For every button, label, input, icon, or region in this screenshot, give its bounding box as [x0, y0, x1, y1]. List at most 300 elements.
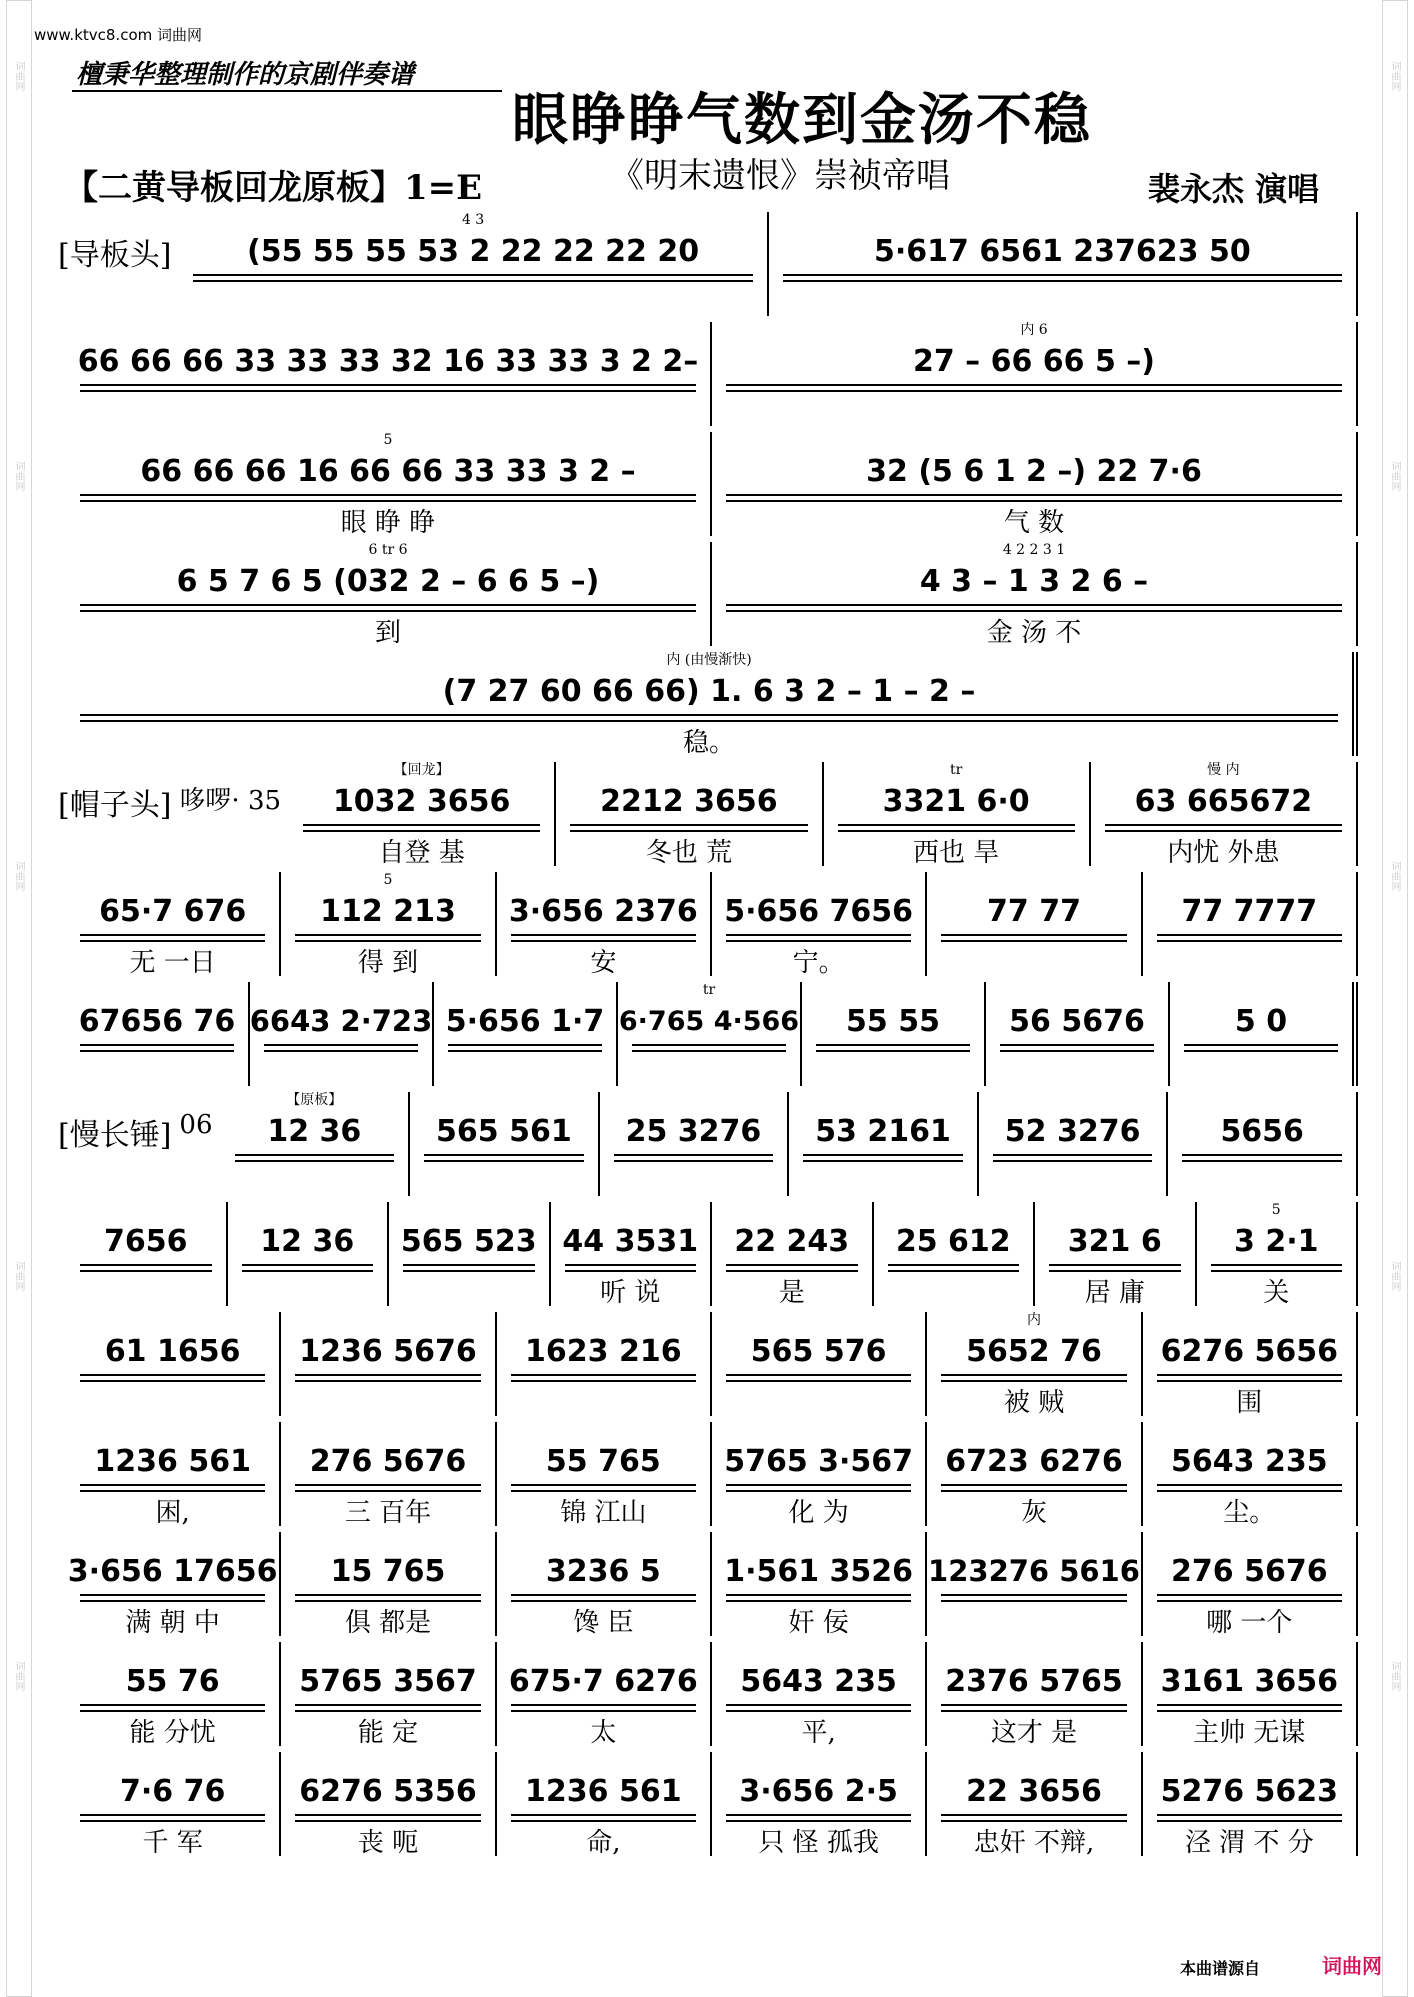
- ornament-mark: [281, 1532, 494, 1548]
- ornament-mark: tr: [949, 762, 963, 778]
- measure: [986, 982, 1170, 1086]
- lyric-text: [712, 392, 1356, 426]
- score-line: [58, 1422, 1358, 1532]
- measure: [1168, 1092, 1358, 1196]
- lyric-text: 太: [590, 1718, 617, 1748]
- jianpu-notes: 5·656 1·7: [445, 1003, 605, 1039]
- jianpu-notes: 27 – 66 66 5 –): [912, 343, 1156, 379]
- measure: [927, 1422, 1142, 1526]
- ornament-mark: [1143, 1532, 1356, 1548]
- beam-underline: [80, 714, 1338, 722]
- lyric-text: 是: [778, 1278, 805, 1308]
- beam-underline: [726, 1264, 858, 1272]
- jianpu-notes: 123276 5616: [928, 1554, 1140, 1588]
- measure: [712, 432, 1358, 536]
- measure: [712, 1202, 874, 1306]
- measure: [228, 1202, 390, 1306]
- jianpu-notes: 22 3656: [966, 1773, 1102, 1809]
- jianpu-notes: 15 765: [330, 1553, 446, 1589]
- measure: [1143, 1532, 1358, 1636]
- beam-underline: [941, 1704, 1126, 1712]
- ornament-mark: [66, 1642, 279, 1658]
- beam-underline: [424, 1154, 584, 1162]
- lyric-text: [389, 1272, 549, 1306]
- beam-underline: [565, 1264, 697, 1272]
- measure: [927, 1752, 1142, 1856]
- lyric-text: [874, 1272, 1034, 1306]
- lyric-text: 奸 佞: [788, 1608, 849, 1638]
- score-line: [58, 1312, 1358, 1422]
- measure: [66, 322, 712, 426]
- beam-underline: [941, 1374, 1126, 1382]
- measure: [497, 1752, 712, 1856]
- beam-underline: [235, 1154, 395, 1162]
- measure: [281, 1312, 496, 1416]
- lyric-text: [66, 392, 710, 426]
- beam-underline: [726, 1814, 911, 1822]
- beam-underline: [80, 1484, 265, 1492]
- beam-underline: [511, 1704, 696, 1712]
- beam-underline: [511, 934, 696, 942]
- measure: [712, 542, 1358, 646]
- lyric-text: 尘。: [1223, 1498, 1276, 1528]
- lyric-text: 能 定: [357, 1718, 419, 1748]
- measure: [874, 1202, 1036, 1306]
- lyric-text: [1168, 1162, 1356, 1196]
- beam-underline: [511, 1374, 696, 1382]
- jianpu-notes: 66 66 66 33 33 33 32 16 33 33 3 2 2–: [77, 343, 699, 379]
- lyric-text: [802, 1052, 984, 1086]
- lyric-text: 满 朝 中: [125, 1608, 220, 1638]
- side-watermark: 词曲网: [1389, 461, 1400, 491]
- measure: [66, 872, 281, 976]
- jianpu-notes: 12 36: [260, 1223, 355, 1259]
- lyric-text: 困,: [155, 1498, 190, 1528]
- side-watermark: 词曲网: [1389, 61, 1400, 91]
- beam-underline: [614, 1154, 774, 1162]
- measure: [497, 872, 712, 976]
- ornament-mark: [979, 1092, 1167, 1108]
- ornament-mark: [1143, 1642, 1356, 1658]
- score-title: 眼睁睁气数到金汤不稳: [512, 87, 1092, 153]
- ornament-mark: [389, 1202, 549, 1218]
- lyric-text: 气 数: [1003, 508, 1065, 538]
- ornament-mark: 4 2 2 3 1: [1002, 542, 1066, 558]
- jianpu-notes: 1236 561: [94, 1443, 251, 1479]
- score-line: [58, 322, 1358, 432]
- ornament-mark: [1170, 982, 1352, 998]
- beam-underline: [80, 604, 696, 612]
- jianpu-notes: 3236 5: [545, 1553, 661, 1589]
- ornament-mark: [712, 872, 925, 888]
- ornament-mark: [927, 1532, 1140, 1548]
- ornament-mark: 慢 内: [1207, 762, 1240, 778]
- beam-underline: [295, 1374, 480, 1382]
- jianpu-notes: 32 (5 6 1 2 –) 22 7·6: [866, 453, 1202, 489]
- ornament-mark: [66, 872, 279, 888]
- jianpu-notes: 5656: [1220, 1113, 1304, 1149]
- measure: [712, 1312, 927, 1416]
- beam-underline: [80, 1814, 265, 1822]
- lyric-text: 内忧 外患: [1167, 838, 1280, 868]
- beam-underline: [303, 824, 540, 832]
- jianpu-notes: 675·7 6276: [508, 1663, 698, 1699]
- ornament-mark: [712, 1422, 925, 1438]
- lyric-text: 稳。: [682, 728, 735, 758]
- lyric-text: [979, 1162, 1167, 1196]
- score-line: [58, 1092, 1358, 1202]
- ornament-mark: [769, 212, 1356, 228]
- measure: [179, 212, 768, 316]
- jianpu-notes: 4 3 – 1 3 2 6 –: [919, 563, 1149, 599]
- beam-underline: [726, 1374, 911, 1382]
- ornament-mark: 【回龙】: [393, 762, 450, 778]
- jianpu-notes: 112 213: [320, 893, 456, 929]
- measure: [289, 762, 556, 866]
- ornament-mark: [410, 1092, 598, 1108]
- lyric-text: 只 怪 孤我: [758, 1828, 879, 1858]
- jianpu-notes: 3 2·1: [1234, 1223, 1319, 1259]
- score-line: [58, 432, 1358, 542]
- ornament-mark: [986, 982, 1168, 998]
- lyric-text: 得 到: [357, 948, 419, 978]
- lyric-text: [600, 1162, 788, 1196]
- beam-underline: [295, 1704, 480, 1712]
- beam-underline: [80, 1044, 234, 1052]
- measure: [389, 1202, 551, 1306]
- measure: [497, 1312, 712, 1416]
- ornament-mark: 6 tr 6: [368, 542, 408, 558]
- beam-underline: [1157, 1704, 1342, 1712]
- key-signature: 【二黄导板回龙原板】1=E: [64, 168, 483, 208]
- beam-underline: [1049, 1264, 1181, 1272]
- ornament-mark: 内: [1026, 1312, 1041, 1328]
- jianpu-notes: 52 3276: [1004, 1113, 1141, 1149]
- jianpu-notes: 77 77: [987, 893, 1081, 929]
- lyric-text: [712, 1382, 925, 1416]
- footer-site-logo: 词曲网: [1322, 1954, 1382, 1978]
- lyric-text: 主帅 无谋: [1193, 1718, 1306, 1748]
- section-label: [慢长锤]: [58, 1118, 172, 1153]
- jianpu-notes: 53 2161: [815, 1113, 951, 1149]
- beam-underline: [295, 934, 480, 942]
- jianpu-notes: 6276 5356: [299, 1773, 477, 1809]
- jianpu-notes: 276 5676: [309, 1443, 467, 1479]
- jianpu-notes: 67656 76: [78, 1003, 236, 1039]
- side-watermark: 词曲网: [13, 1261, 24, 1291]
- measure: [66, 982, 250, 1086]
- lyric-text: [769, 282, 1356, 316]
- beam-underline: [511, 1594, 696, 1602]
- jianpu-notes: 3·656 2376: [508, 893, 698, 929]
- measure: [712, 1642, 927, 1746]
- ornament-mark: [1143, 1312, 1356, 1328]
- lyric-text: 宁。: [792, 948, 845, 978]
- jianpu-notes: 55 55: [846, 1003, 940, 1039]
- measure: [66, 1312, 281, 1416]
- jianpu-notes: 276 5676: [1171, 1553, 1328, 1589]
- ornament-mark: [802, 982, 984, 998]
- side-watermark: 词曲网: [1389, 1261, 1400, 1291]
- lyric-text: [179, 282, 766, 316]
- right-margin-strip: [1382, 0, 1408, 1997]
- score-line: [58, 212, 1358, 322]
- lyric-text: 能 分忧: [129, 1718, 216, 1748]
- jianpu-notes: 6 5 7 6 5 (032 2 – 6 6 5 –): [176, 563, 600, 599]
- left-margin-strip: [6, 0, 32, 1997]
- measure: [281, 872, 496, 976]
- beam-underline: [264, 1044, 418, 1052]
- beam-underline: [941, 934, 1126, 942]
- ornament-mark: [1143, 1422, 1356, 1438]
- measure: [66, 542, 712, 646]
- jianpu-notes: 25 612: [895, 1223, 1011, 1259]
- lyric-text: [434, 1052, 616, 1086]
- ornament-mark: [712, 432, 1356, 448]
- beam-underline: [403, 1264, 535, 1272]
- measure: [66, 1752, 281, 1856]
- measure: [66, 652, 1358, 756]
- jianpu-notes: 66 66 66 16 66 66 33 33 3 2 –: [140, 453, 636, 489]
- ornament-mark: 4 3: [461, 212, 485, 228]
- lyric-text: 馋 臣: [573, 1608, 634, 1638]
- side-watermark: 词曲网: [13, 1661, 24, 1691]
- measure: [927, 872, 1142, 976]
- measure: [497, 1642, 712, 1746]
- beam-underline: [80, 934, 265, 942]
- jianpu-notes: 44 3531: [562, 1223, 699, 1259]
- jianpu-notes: 5765 3567: [299, 1663, 477, 1699]
- ornament-mark: [66, 982, 248, 998]
- jianpu-notes: (55 55 55 53 2 22 22 22 20: [247, 233, 700, 269]
- measure: [281, 1532, 496, 1636]
- jianpu-notes: 5643 235: [740, 1663, 897, 1699]
- jianpu-notes: 3·656 17656: [67, 1553, 278, 1589]
- measure: [600, 1092, 790, 1196]
- ornament-mark: [497, 1422, 710, 1438]
- measure: [281, 1752, 496, 1856]
- beam-underline: [295, 1594, 480, 1602]
- ornament-mark: [66, 1752, 279, 1768]
- beam-underline: [80, 494, 696, 502]
- ornament-mark: 内 6: [1020, 322, 1048, 338]
- lyric-text: 哪 一个: [1206, 1608, 1293, 1638]
- beam-underline: [888, 1264, 1020, 1272]
- ornament-mark: [66, 1202, 226, 1218]
- jianpu-notes: 2376 5765: [945, 1663, 1123, 1699]
- lyric-text: [927, 942, 1140, 976]
- beam-underline: [1182, 1154, 1342, 1162]
- jianpu-notes: 3321 6·0: [882, 783, 1030, 819]
- beam-underline: [1184, 1044, 1338, 1052]
- ornament-mark: [497, 1642, 710, 1658]
- lyric-text: 泾 渭 不 分: [1184, 1828, 1314, 1858]
- measure: [1143, 872, 1358, 976]
- beam-underline: [1157, 1374, 1342, 1382]
- beam-underline: [80, 384, 696, 392]
- beam-underline: [941, 1594, 1126, 1602]
- measure: [712, 1422, 927, 1526]
- measure: [802, 982, 986, 1086]
- singer-credit: 裴永杰 演唱: [1148, 170, 1320, 208]
- side-watermark: 词曲网: [1389, 861, 1400, 891]
- ornament-mark: tr: [702, 982, 716, 998]
- jianpu-notes: 3·656 2·5: [739, 1773, 898, 1809]
- beam-underline: [993, 1154, 1153, 1162]
- score-line: [58, 1752, 1358, 1862]
- ornament-mark: 内 (由慢渐快): [666, 652, 752, 668]
- lyric-text: 安: [590, 948, 617, 978]
- beam-underline: [1157, 1594, 1342, 1602]
- lyric-text: [66, 1052, 248, 1086]
- section-label: [帽子头]: [58, 788, 172, 823]
- measure: [66, 1642, 281, 1746]
- ornament-mark: [66, 1422, 279, 1438]
- lyric-text: 金 汤 不: [986, 618, 1082, 648]
- pickup-notes: 06: [179, 1110, 213, 1140]
- beam-underline: [632, 1044, 786, 1052]
- jianpu-notes: 565 561: [436, 1113, 572, 1149]
- side-watermark: 词曲网: [13, 61, 24, 91]
- lyric-text: 围: [1236, 1388, 1263, 1418]
- lyric-text: 三 百年: [344, 1498, 432, 1528]
- measure: [712, 1752, 927, 1856]
- footer-source: 本曲谱源自: [1180, 1959, 1261, 1978]
- lyric-text: 这才 是: [990, 1718, 1078, 1748]
- lyric-text: [618, 1052, 800, 1086]
- jianpu-notes: 77 7777: [1181, 893, 1318, 929]
- jianpu-notes: 7·6 76: [119, 1773, 226, 1809]
- beam-underline: [511, 1814, 696, 1822]
- measure: [1143, 1312, 1358, 1416]
- jianpu-notes: 7656: [104, 1223, 188, 1259]
- ornament-mark: [712, 1642, 925, 1658]
- lyric-text: 听 说: [600, 1278, 661, 1308]
- ornament-mark: [497, 1752, 710, 1768]
- side-watermark: 词曲网: [13, 461, 24, 491]
- lyric-text: 被 贼: [1003, 1388, 1065, 1418]
- measure: [1170, 982, 1358, 1086]
- score-line: [58, 872, 1358, 982]
- ornament-mark: [434, 982, 616, 998]
- measure: [497, 1422, 712, 1526]
- ornament-mark: [281, 1752, 494, 1768]
- pickup-notes: 哆啰· 35: [179, 786, 282, 816]
- lyric-text: 西也 旱: [913, 838, 1000, 868]
- lyric-text: 锦 江山: [560, 1498, 647, 1528]
- jianpu-notes: 1236 561: [525, 1773, 682, 1809]
- beam-underline: [570, 824, 807, 832]
- ornament-mark: [556, 762, 821, 778]
- ornament-mark: 5: [383, 872, 393, 888]
- lyric-text: 化 为: [788, 1498, 849, 1528]
- ornament-mark: [712, 1312, 925, 1328]
- ornament-mark: [1168, 1092, 1356, 1108]
- beam-underline: [941, 1814, 1126, 1822]
- lyric-text: 无 一日: [129, 948, 216, 978]
- beam-underline: [783, 274, 1342, 282]
- score-line: [58, 652, 1358, 762]
- lyric-text: [281, 1382, 494, 1416]
- ornament-mark: [551, 1202, 711, 1218]
- ornament-mark: [927, 1752, 1140, 1768]
- beam-underline: [1157, 934, 1342, 942]
- jianpu-notes: 565 576: [750, 1333, 887, 1369]
- ornament-mark: [497, 1532, 710, 1548]
- beam-underline: [80, 1704, 265, 1712]
- lyric-text: [66, 1272, 226, 1306]
- jianpu-notes: 565 523: [400, 1223, 537, 1259]
- measure: [824, 762, 1091, 866]
- ornament-mark: [712, 1202, 872, 1218]
- measure: [712, 872, 927, 976]
- lyric-text: 自登 基: [378, 838, 465, 868]
- ornament-mark: [281, 1642, 494, 1658]
- beam-underline: [726, 1484, 911, 1492]
- ornament-mark: [927, 1642, 1140, 1658]
- lyric-text: [66, 1382, 279, 1416]
- beam-underline: [726, 934, 911, 942]
- measure: [712, 322, 1358, 426]
- lyric-text: 灰: [1020, 1498, 1047, 1528]
- score-line: [58, 1532, 1358, 1642]
- editor-credit: 檀秉华整理制作的京剧伴奏谱: [76, 60, 415, 90]
- jianpu-notes: 1623 216: [525, 1333, 682, 1369]
- beam-underline: [803, 1154, 963, 1162]
- beam-underline: [726, 1704, 911, 1712]
- jianpu-notes: 55 765: [545, 1443, 661, 1479]
- jianpu-notes: 6643 2·723: [249, 1004, 433, 1038]
- measure: [497, 1532, 712, 1636]
- score-line: [58, 762, 1358, 872]
- jianpu-notes: 56 5676: [1009, 1003, 1145, 1039]
- jianpu-notes: (7 27 60 66 66) 1. 6 3 2 – 1 – 2 –: [442, 673, 976, 709]
- jianpu-notes: 1·561 3526: [724, 1553, 914, 1589]
- measure: [1143, 1642, 1358, 1746]
- beam-underline: [448, 1044, 602, 1052]
- jianpu-notes: 321 6: [1067, 1223, 1162, 1259]
- ornament-mark: [497, 1312, 710, 1328]
- measure: [556, 762, 823, 866]
- ornament-mark: [712, 1532, 925, 1548]
- ornament-mark: [874, 1202, 1034, 1218]
- measure: [927, 1532, 1142, 1636]
- measure: [66, 1532, 281, 1636]
- beam-underline: [193, 274, 752, 282]
- side-watermark: 词曲网: [1389, 1661, 1400, 1691]
- jianpu-notes: 55 76: [125, 1663, 220, 1699]
- jianpu-notes: 12 36: [267, 1113, 362, 1149]
- jianpu-notes: 6723 6276: [945, 1443, 1123, 1479]
- lyric-text: [1143, 942, 1356, 976]
- measure: [769, 212, 1358, 316]
- jianpu-notes: 6·765 4·566: [618, 1005, 800, 1037]
- measure: [1035, 1202, 1197, 1306]
- beam-underline: [838, 824, 1075, 832]
- beam-underline: [726, 1594, 911, 1602]
- beam-underline: [1211, 1264, 1343, 1272]
- jianpu-notes: 5765 3·567: [724, 1443, 914, 1479]
- measure: [66, 1422, 281, 1526]
- jianpu-notes: 65·7 676: [99, 893, 247, 929]
- jianpu-notes: 61 1656: [104, 1333, 241, 1369]
- score-body: [58, 212, 1358, 1862]
- ornament-mark: 【原板】: [286, 1092, 343, 1108]
- measure: [1091, 762, 1358, 866]
- measure: [1143, 1422, 1358, 1526]
- lyric-text: 丧 呃: [357, 1828, 419, 1858]
- jianpu-notes: 5·656 7656: [724, 893, 914, 929]
